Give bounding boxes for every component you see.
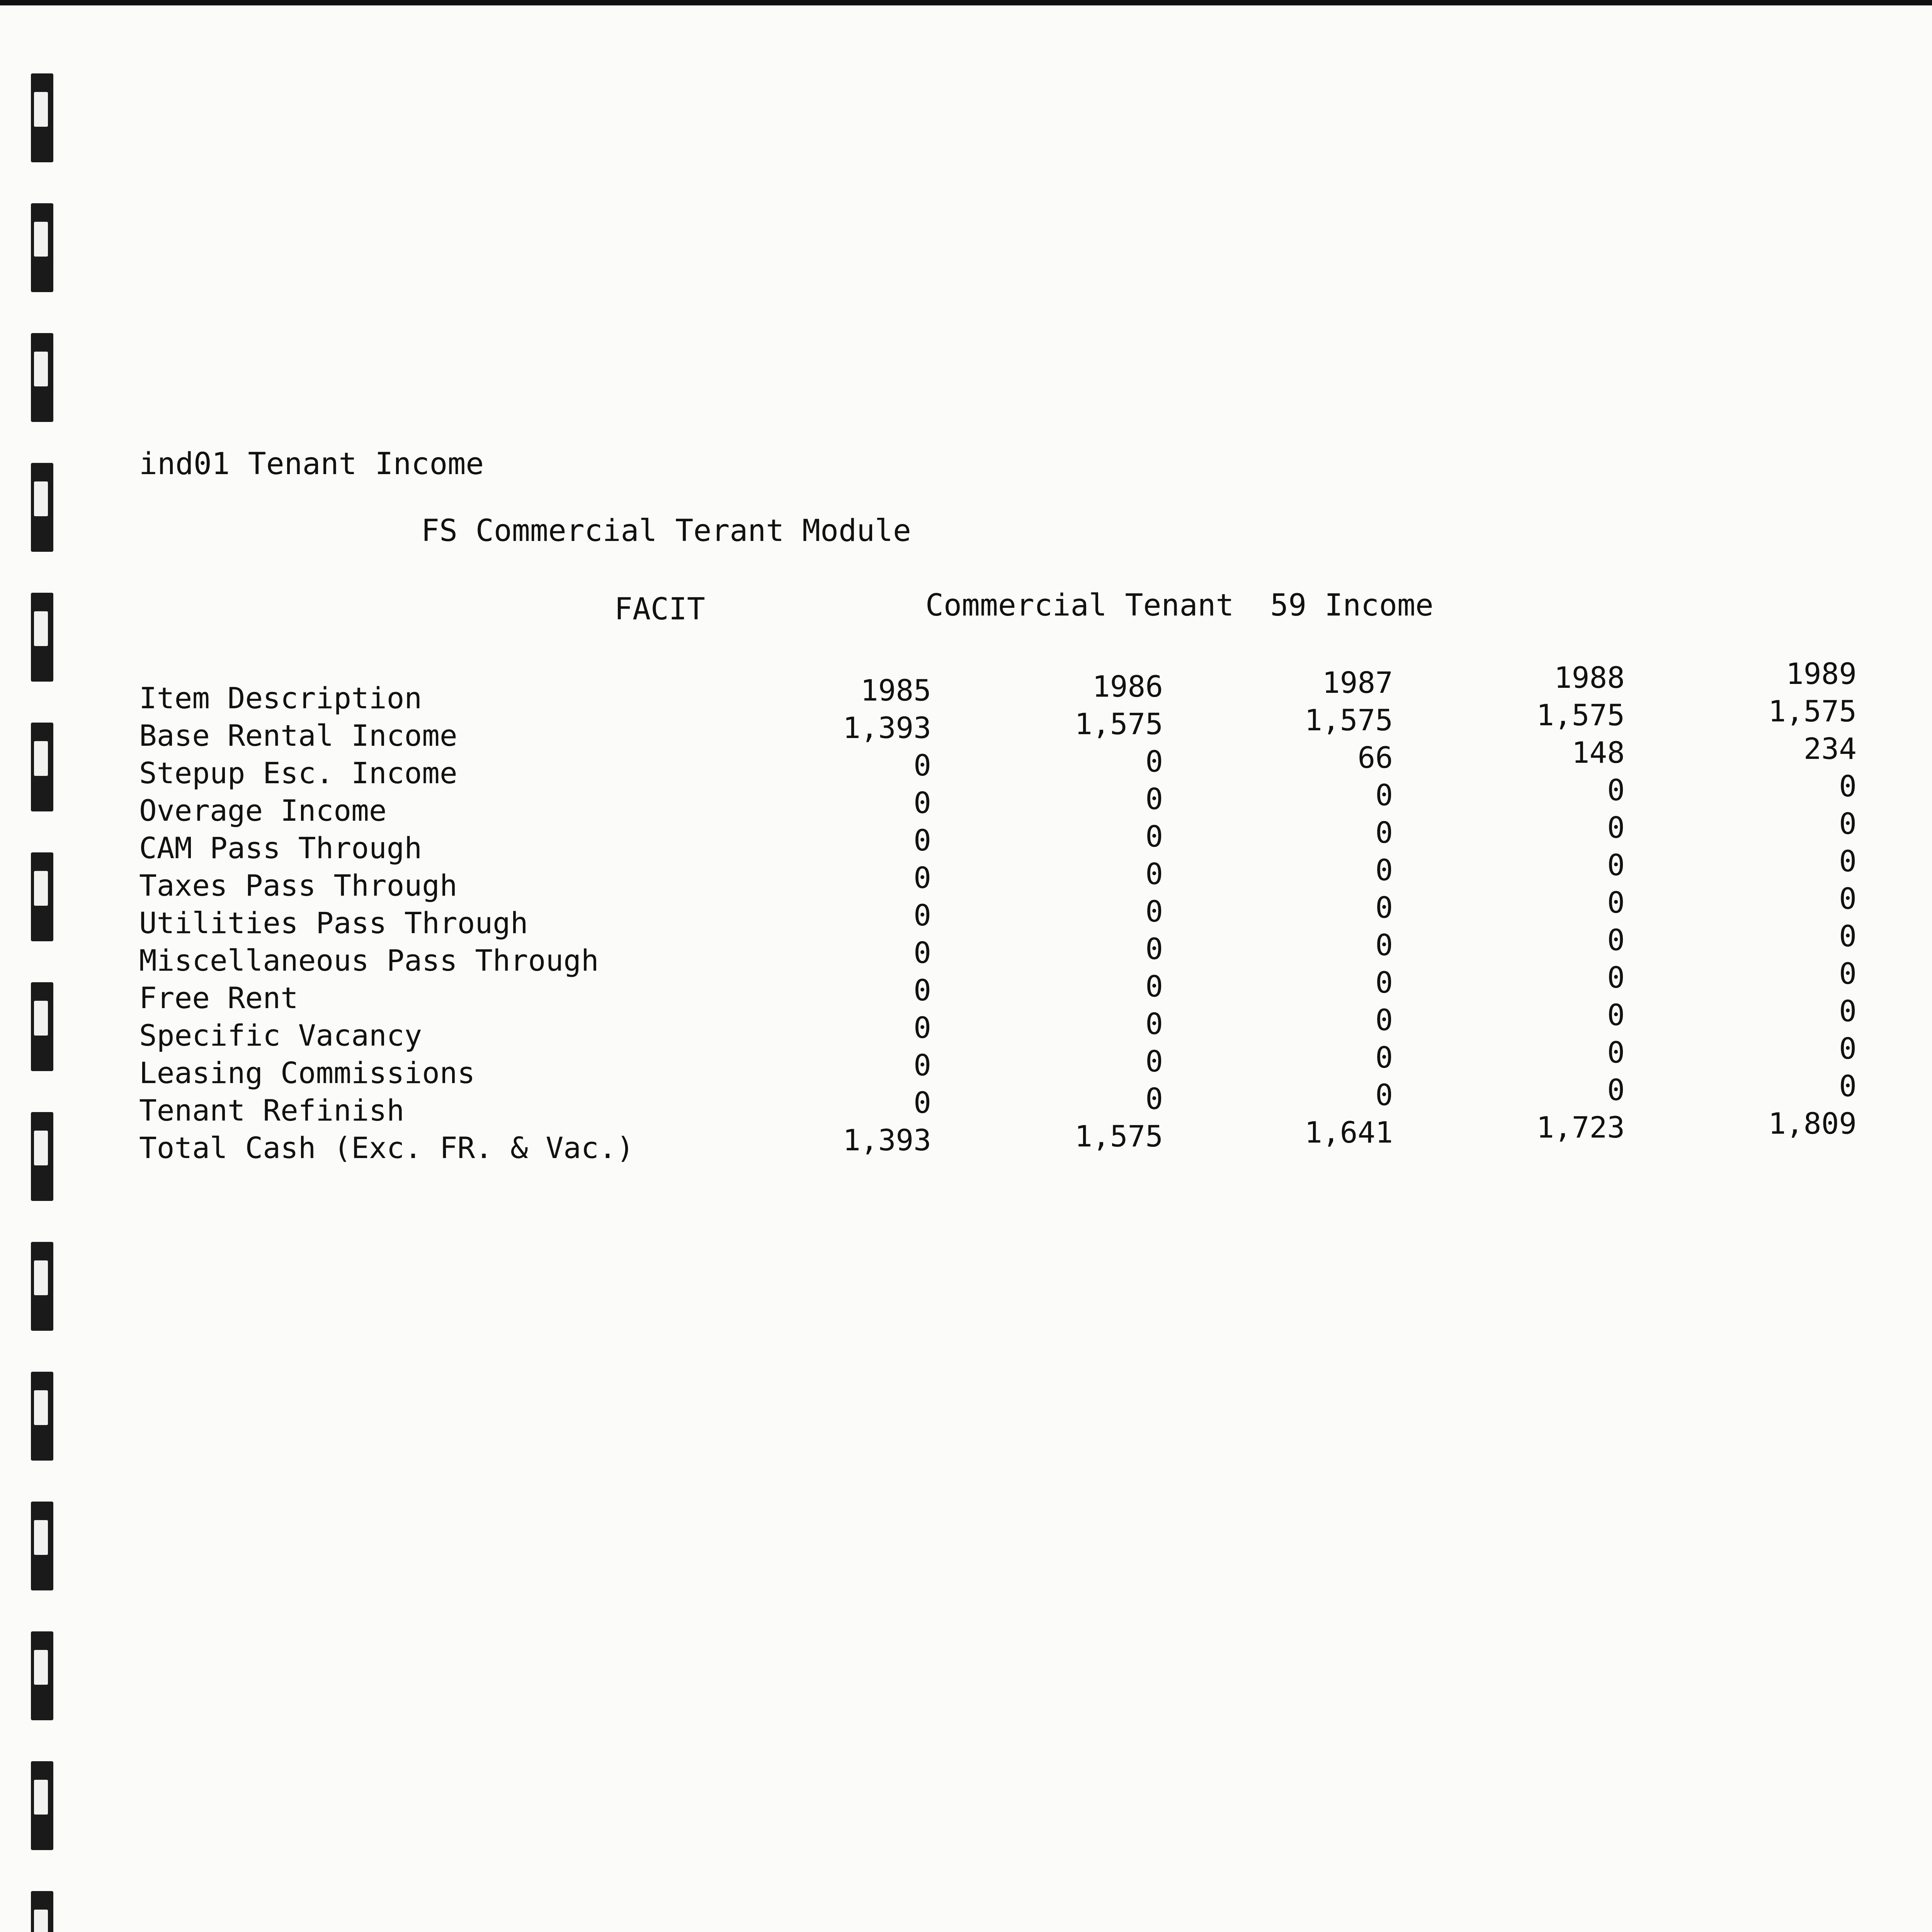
table-cell: 0 bbox=[1607, 1035, 1625, 1070]
table-cell: 0 bbox=[1375, 853, 1393, 887]
binding-ring bbox=[31, 723, 53, 811]
binding-ring bbox=[31, 1372, 53, 1461]
table-cell: 1,575 bbox=[1075, 1119, 1163, 1153]
table-cell: 1,393 bbox=[843, 711, 931, 745]
table-cell: 0 bbox=[913, 1085, 931, 1120]
report-title: ind01 Tenant Income bbox=[139, 447, 484, 481]
binding-ring bbox=[31, 1112, 53, 1201]
binding-ring bbox=[31, 333, 53, 422]
binding-ring bbox=[31, 463, 53, 552]
table-cell: 0 bbox=[1145, 932, 1163, 966]
year-column-1988 bbox=[1463, 659, 1625, 1146]
table-cell: 0 bbox=[913, 898, 931, 932]
module-title: FS Commercial Terant Module bbox=[421, 514, 911, 548]
row-label: Base Rental Income bbox=[139, 718, 457, 753]
year-header: 1986 bbox=[1092, 669, 1163, 704]
row-label: Specific Vacancy bbox=[139, 1018, 422, 1053]
table-cell: 1,575 bbox=[1304, 703, 1393, 737]
table-cell: 0 bbox=[913, 861, 931, 895]
table-cell: 0 bbox=[913, 786, 931, 820]
binding-ring bbox=[31, 1891, 53, 1932]
binding-ring bbox=[31, 982, 53, 1071]
table-cell: 0 bbox=[1375, 1078, 1393, 1112]
row-label: Utilities Pass Through bbox=[139, 906, 528, 940]
subheader-left: FACIT bbox=[614, 592, 705, 627]
table-cell: 0 bbox=[1375, 778, 1393, 812]
row-label: Miscellaneous Pass Through bbox=[139, 943, 599, 978]
table-cell: 0 bbox=[913, 935, 931, 970]
table-cell: 1,723 bbox=[1536, 1110, 1625, 1145]
row-label: Leasing Commissions bbox=[139, 1056, 475, 1090]
spiral-binding bbox=[0, 0, 62, 1932]
table-cell: 0 bbox=[1607, 885, 1625, 920]
binding-ring bbox=[31, 593, 53, 682]
year-header: 1989 bbox=[1786, 656, 1857, 691]
table-cell: 0 bbox=[1145, 969, 1163, 1003]
table-cell: 0 bbox=[1375, 965, 1393, 1000]
year-header: 1985 bbox=[860, 673, 931, 707]
year-column-1989 bbox=[1694, 655, 1857, 1142]
row-label: Overage Income bbox=[139, 793, 387, 828]
binding-ring bbox=[31, 1242, 53, 1331]
row-label: Free Rent bbox=[139, 981, 298, 1015]
row-label: Taxes Pass Through bbox=[139, 868, 457, 903]
binding-ring bbox=[31, 73, 53, 162]
table-cell: 0 bbox=[1145, 894, 1163, 929]
year-column-1987 bbox=[1231, 664, 1393, 1151]
binding-ring bbox=[31, 203, 53, 292]
table-cell: 234 bbox=[1803, 731, 1857, 766]
table-cell: 0 bbox=[1607, 998, 1625, 1032]
year-column-1986 bbox=[1001, 668, 1163, 1155]
table-cell: 0 bbox=[1375, 1040, 1393, 1075]
table-cell: 0 bbox=[1145, 819, 1163, 854]
table-cell: 0 bbox=[1607, 960, 1625, 995]
table-cell: 0 bbox=[913, 1010, 931, 1045]
row-label: CAM Pass Through bbox=[139, 831, 422, 865]
table-cell: 0 bbox=[913, 748, 931, 782]
table-cell: 1,393 bbox=[843, 1123, 931, 1157]
binding-ring bbox=[31, 1502, 53, 1590]
table-cell: 0 bbox=[1375, 890, 1393, 925]
table-cell: 0 bbox=[1839, 881, 1857, 916]
table-cell: 0 bbox=[913, 973, 931, 1007]
table-cell: 0 bbox=[1839, 956, 1857, 991]
table-cell: 0 bbox=[1375, 1003, 1393, 1037]
binding-ring bbox=[31, 1631, 53, 1720]
table-cell: 1,575 bbox=[1536, 698, 1625, 732]
table-cell: 0 bbox=[1145, 857, 1163, 891]
table-cell: 1,641 bbox=[1304, 1115, 1393, 1150]
table-cell: 0 bbox=[1607, 848, 1625, 882]
table-cell: 0 bbox=[913, 823, 931, 857]
table-cell: 148 bbox=[1571, 735, 1625, 770]
table-cell: 1,575 bbox=[1075, 707, 1163, 741]
table-cell: 0 bbox=[1839, 806, 1857, 841]
table-cell: 0 bbox=[1607, 923, 1625, 957]
row-labels bbox=[139, 679, 634, 1167]
table-cell: 0 bbox=[1375, 815, 1393, 850]
table-cell: 1,575 bbox=[1768, 694, 1857, 728]
year-header: 1987 bbox=[1322, 665, 1393, 700]
table-cell: 0 bbox=[1145, 1082, 1163, 1116]
binding-ring bbox=[31, 852, 53, 941]
table-cell: 0 bbox=[1839, 1069, 1857, 1103]
table-cell: 0 bbox=[1839, 769, 1857, 803]
top-edge-rule bbox=[0, 0, 1932, 5]
table-cell: 0 bbox=[1839, 994, 1857, 1028]
binding-ring bbox=[31, 1761, 53, 1850]
table-cell: 1,809 bbox=[1768, 1106, 1857, 1141]
table-cell: 0 bbox=[913, 1048, 931, 1082]
table-cell: 0 bbox=[1839, 1031, 1857, 1066]
table-cell: 0 bbox=[1145, 1007, 1163, 1041]
table-cell: 0 bbox=[1607, 773, 1625, 807]
table-cell: 0 bbox=[1145, 744, 1163, 779]
row-label: Tenant Refinish bbox=[139, 1093, 405, 1128]
table-cell: 0 bbox=[1375, 928, 1393, 962]
row-label: Total Cash (Exc. FR. & Vac.) bbox=[139, 1131, 634, 1165]
year-header: 1988 bbox=[1554, 660, 1625, 695]
table-cell: 0 bbox=[1839, 919, 1857, 953]
table-cell: 0 bbox=[1145, 1044, 1163, 1078]
table-cell: 66 bbox=[1357, 740, 1393, 775]
subheader-right: Commercial Tenant 59 Income bbox=[925, 588, 1434, 623]
table-cell: 0 bbox=[1607, 810, 1625, 845]
table-cell: 0 bbox=[1607, 1073, 1625, 1107]
row-label: Stepup Esc. Income bbox=[139, 756, 457, 790]
table-cell: 0 bbox=[1839, 844, 1857, 878]
table-cell: 0 bbox=[1145, 782, 1163, 816]
year-column-1985 bbox=[769, 672, 931, 1159]
row-label: Item Description bbox=[139, 681, 422, 715]
